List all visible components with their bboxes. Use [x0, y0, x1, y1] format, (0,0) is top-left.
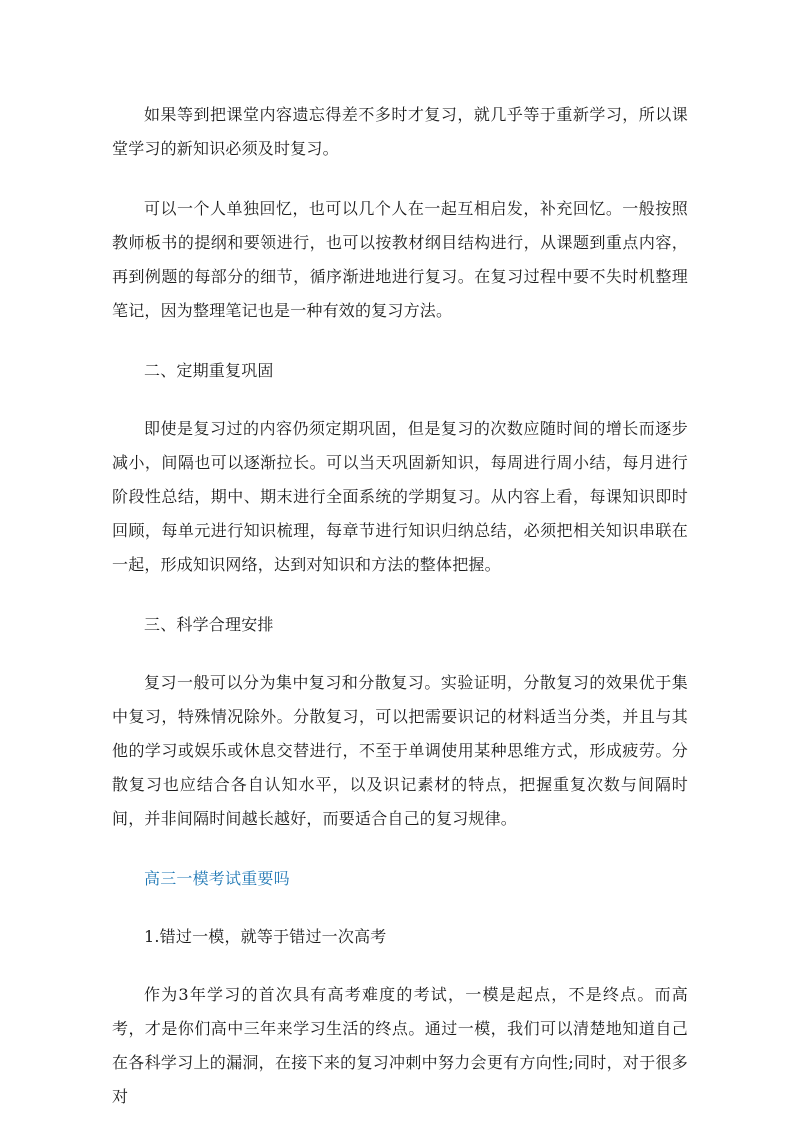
paragraph-scientific-arrangement: 复习一般可以分为集中复习和分散复习。实验证明，分散复习的效果优于集中复习，特殊情况除外。分散复习，可以把需要识记的材料适当分类，并且与其他的学习或娱乐或休息交替进行，不至于单调使用某种思维方式，形成疲劳。分散复习也应结合各自认知水平，以及识记素材的特点，把握重复次数与间隔时间，并非间隔时间越长越好，而要适合自己的复习规律。: [112, 673, 688, 828]
section-heading-mock-exam-importance: 高三一模考试重要吗: [144, 869, 290, 888]
subheading-missing-mock-exam: 1.错过一模，就等于错过一次高考: [144, 927, 387, 946]
paragraph-mock-exam-purpose: 作为3年学习的首次具有高考难度的考试，一模是起点，不是终点。而高考，才是你们高中三年来学习生活的终点。通过一模，我们可以清楚地知道自己在各科学习上的漏洞，在接下来的复习冲刺中努力会更有方向性;同时，对于很多对: [112, 985, 688, 1106]
paragraph-review-timing: 如果等到把课堂内容遗忘得差不多时才复习，就几乎等于重新学习，所以课堂学习的新知识必须及时复习。: [112, 105, 688, 158]
paragraph-periodic-review: 即使是复习过的内容仍须定期巩固，但是复习的次数应随时间的增长而逐步减小，间隔也可以逐渐拉长。可以当天巩固新知识，每周进行周小结，每月进行阶段性总结，期中、期末进行全面系统的学期复习。从内容上看，每课知识即时回顾，每单元进行知识梳理，每章节进行知识归纳总结，必须把相关知识串联在一起，形成知识网络，达到对知识和方法的整体把握。: [112, 419, 688, 574]
section-heading-scientific-arrangement: 三、科学合理安排: [144, 615, 274, 634]
section-heading-periodic-review: 二、定期重复巩固: [144, 361, 274, 380]
paragraph-review-methods: 可以一个人单独回忆，也可以几个人在一起互相启发，补充回忆。一般按照教师板书的提纲和要领进行，也可以按教材纲目结构进行，从课题到重点内容，再到例题的每部分的细节，循序渐进地进行复习。在复习过程中要不失时机整理笔记，因为整理笔记也是一种有效的复习方法。: [112, 199, 688, 320]
document-body: [112, 98, 688, 1140]
